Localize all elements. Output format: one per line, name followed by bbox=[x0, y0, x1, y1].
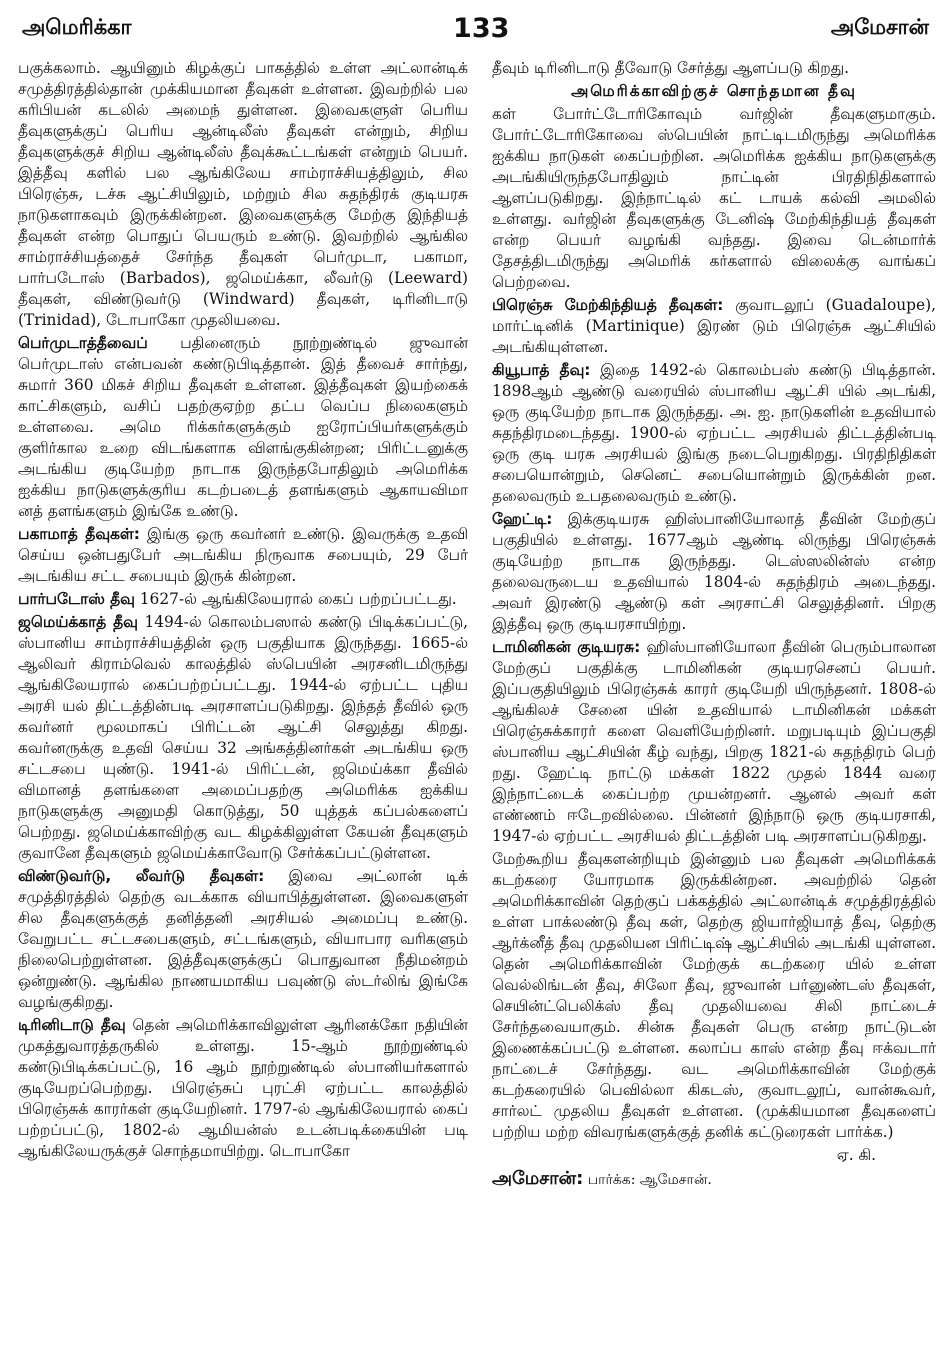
paragraph bbox=[492, 295, 936, 358]
paragraph-text: ஹிஸ்பானியோலா தீவின் பெரும்பாலான மேற்குப் பகுதிக்கு டாமினிகன் குடியரசெனப் பெயர். இப்பகுதியிலும் பிரெஞ்சுக் காரர் குடியேறி யிருந்தனர். 1808-ல் ஆங்கிலச் சேனை யின் உதவியால் டாமினிகன் மக்கள் பிரெஞ்சுக்காரர் களை வெளியேற்றினர். மறுபடியும் இப்பகுதி ஸ்பானிய ஆட்சியின் கீழ் வந்து, பிறகு 1821-ல் சுதந்திரம் பெற் றது. ஹேட்டி நாட்டு மக்கள் 1822 முதல் 1844 வரை இந்நாட்டைக் கைப்பற்ற முயன்றனர். ஆனல் அவர் கள் எண்ணம் ஈடேறவில்லை. பின்னர் இந்நாடு ஒரு குடியரசாகி, 1947-ல் ஏற்பட்ட அரசியல் திட்டத்தின் படி அரசாளப்படுகிறது. bbox=[492, 638, 936, 845]
paragraph-text: இங்கு ஒரு கவர்னர் உண்டு. இவருக்கு உதவி செய்ய ஒன்பதுபேர் அடங்கிய நிருவாக சபையும், 29 பேர் அடங்கிய சட்ட சபையும் இருக் கின்றன. bbox=[18, 525, 468, 585]
paragraph bbox=[18, 866, 468, 1013]
right-column bbox=[492, 58, 936, 1357]
paragraph bbox=[18, 58, 468, 331]
paragraph-head: ஜமெய்க்காத் தீவு bbox=[18, 613, 138, 631]
paragraph-text: கள் போர்ட்டோரிகோவும் வர்ஜின் தீவுகளுமாகும். போர்ட்டோரிகோவை ஸ்பெயின் நாட்டிடமிருந்து அமெரிக்க ஐக்கிய நாடுகள் கைப்பற்றின. அமெரிக்க ஐக்கிய நாடுகளுக்கு அடங்கியிருந்தபோதிலும் நாட்டின் பிரதிநிதிகளால் ஆளப்படுகிறது. இந்நாட்டில் கட் டாயக் கல்வி அமலில் உள்ளது. வர்ஜின் தீவுகளுக்கு டேனிஷ் மேற்கிந்தியத் தீவுகள் என்ற பெயர் வழங்கி வந்தது. இவை டென்மார்க் தேசத்திடமிருந்து அமெரிக் கர்களால் விலைக்கு வாங்கப் பெற்றவை. bbox=[492, 105, 936, 291]
left-running-head: அமெரிக்கா bbox=[22, 14, 132, 39]
paragraph-text: தென் அமெரிக்காவிலுள்ள ஆரினக்கோ நதியின் முகத்துவாரத்தருகில் உள்ளது. 15-ஆம் நூற்றுண்டில் கண்டுபிடிக்கப்பட்டு, 16 ஆம் நூற்றுண்டில் ஸ்பானியர்களால் குடியேறப்பெற்றது. பிரெஞ்சுப் புரட்சி ஏற்பட்ட காலத்தில் பிரெஞ்சுக் காரர்கள் குடியேறினர். 1797-ல் ஆங்கிலேயரால் கைப் பற்றப்பட்டு, 1802-ல் ஆமியன்ஸ் உடன்படிக்கையின் படி ஆங்கிலேயருக்குச் சொந்தமாயிற்று. டொபாகோ bbox=[18, 1016, 468, 1160]
paragraph bbox=[18, 333, 468, 522]
entry-head: அமேசான்: bbox=[492, 1168, 584, 1189]
paragraph-text: இக்குடியரசு ஹிஸ்பானியோலாத் தீவின் மேற்குப் பகுதியில் உள்ளது. 1677ஆம் ஆண்டி லிருந்து பிரெஞ்சுக் குடியேற்ற நாடாக இருந்தது. டெஸ்ஸலின்ஸ் என்ற தலைவருடைய உதவியால் 1804-ல் சுதந்திரம் அடைந்தது. அவர் இரண்டு ஆண்டு கள் அரசாட்சி செலுத்தினர். பிறகு இத்தீவு ஒரு குடியரசாயிற்று. bbox=[492, 510, 936, 633]
paragraph bbox=[18, 589, 468, 610]
paragraph bbox=[18, 612, 468, 864]
author-signature: ஏ. கி. bbox=[836, 1146, 876, 1164]
paragraph-text: பகுக்கலாம். ஆயினும் கிழக்குப் பாகத்தில் உள்ள அட்லான்டிக் சமுத்திரத்தில்தான் முக்கியமான தீவுகள் உள்ளன. இவற்றில் பல கரிபியன் கடலில் அமைந் துள்ளன. இவைகளுள் பெரிய தீவுகளுக்குப் பெரிய ஆன்டிலீஸ் தீவுகள் என்றும், சிறிய தீவுகளுக்குச் சிறிய ஆன்டிலீஸ் தீவுக்கூட்டங்கள் என்றும் பெயர். இத்தீவு களில் பல ஆங்கிலேய சாம்ராச்சியத்திலும், சில பிரெஞ்சு, டச்சு ஆட்சியிலும், மற்றும் சில சுதந்திரக் குடியரசு நாடுகளாகவும் இருக்கின்றன. இவைகளுக்கு மேற்கு இந்தியத் தீவுகள் என்ற பொதுப் பெயரும் உண்டு. இவற்றில் ஆங்கில சாம்ராச்சியத்தைச் சேர்ந்த தீவுகள் பெர்முடா, பகாமா, பார்படோஸ் (Barbados), ஜமெய்க்கா, லீவர்டு (Leeward) தீவுகள், விண்டுவர்டு (Windward) தீவுகள், டிரினிடாடு (Trinidad), டோபாகோ முதலியவை. bbox=[18, 59, 468, 329]
paragraph-head: டாமினிகன் குடியரசு: bbox=[492, 638, 641, 656]
paragraph bbox=[492, 360, 936, 507]
paragraph bbox=[492, 58, 936, 79]
paragraph-text: 1627-ல் ஆங்கிலேயரால் கைப் பற்றப்பட்டது. bbox=[134, 590, 457, 608]
paragraph bbox=[18, 1015, 468, 1162]
paragraph-text: குவாடலூப் (Guadaloupe), மார்ட்டினிக் (Martinique) இரண் டும் பிரெஞ்சு ஆட்சியில் அடங்கியுள்ளன. bbox=[492, 296, 936, 356]
section-heading: அமெரிக்காவிற்குச் சொந்தமான தீவு bbox=[571, 82, 857, 100]
cross-reference-entry bbox=[492, 1168, 936, 1191]
paragraph-head: பார்படோஸ் தீவு bbox=[18, 590, 135, 608]
paragraph-text: தீவும் டிரினிடாடு தீவோடு சேர்த்து ஆளப்படு கிறது. bbox=[492, 59, 850, 77]
paragraph-text: மேற்கூறிய தீவுகளன்றியும் இன்னும் பல தீவுகள் அமெரிக்கக் கடற்கரை யோரமாக இருக்கின்றன. அவற்றில் தென் அமெரிக்காவின் தெற்குப் பக்கத்தில் அட்லான்டிக் சமுத்திரத்தில் உள்ள பாக்லண்டு தீவு கள், தெற்கு ஜியார்ஜியாத் தீவு, தெற்கு ஆர்க்னீத் தீவு முதலியன பிரிட்டிஷ் ஆட்சியில் அடங்கி யுள்ளன. தென் அமெரிக்காவின் மேற்குக் கடற்கரை யில் உள்ள வெல்லிங்டன் தீவு, சிலோ தீவு, ஜுவான் பர்னுண்டஸ் தீவுகள், செயின்ட்பெலிக்ஸ் தீவு முதலியவை சிலி நாட்டைச் சேர்ந்தவையாகும். சின்சு தீவுகள் பெரு என்ற நாட்டுடன் இணைக்கப்பட்டு உள்ளன. கலாப்ப காஸ் என்ற தீவு ஈக்வடார் நாட்டைச் சேர்ந்தது. வட அமெரிக்காவின் மேற்குக் கடற்கரையில் பெவில்லா கிகடஸ், குவாடலூப், வான்கூவர், சார்லட் முதலிய தீவுகள் உள்ளன. (முக்கியமான தீவுகளைப் பற்றிய மற்ற விவரங்களுக்குத் தனிக் கட்டுரைகள் பார்க்க.) bbox=[492, 850, 936, 1141]
paragraph bbox=[492, 509, 936, 635]
paragraph-head: டிரினிடாடு தீவு bbox=[18, 1016, 126, 1034]
paragraph-head: கியூபாத் தீவு: bbox=[492, 361, 591, 379]
paragraph-head: விண்டுவர்டு, லீவர்டு தீவுகள்: bbox=[18, 867, 265, 885]
paragraph-text: 1494-ல் கொலம்பஸால் கண்டு பிடிக்கப்பட்டு, ஸ்பானிய சாம்ராச்சியத்தின் ஒரு பகுதியாக இருந்தது. 1665-ல் ஆலிவர் கிராம்வெல் காலத்தில் ஸ்பெயின் அரசனிடமிருந்து ஆங்கிலேயரால் கைப்பற்றப்பட்டது. 1944-ல் ஏற்பட்ட புதிய அரசி யல் திட்டத்தின்படி அரசாளப்படுகிறது. இந்தத் தீவில் ஒரு கவர்னர் மூலமாகப் பிரிட்டன் ஆட்சி செலுத்து கிறது. கவர்னருக்கு உதவி செய்ய 32 அங்கத்தினர்கள் அடங்கிய ஒரு சட்டசபை யுண்டு. 1941-ல் பிரிட்டன், ஜமெய்க்கா தீவில் விமானத் தளங்களை அமைப்பதற்கு அமெரிக்க ஐக்கிய நாடுகளுக்கு அனுமதி கொடுத்து, 50 யுத்தக் கப்பல்களைப் பெற்றது. ஜமெய்க்காவிற்கு வட கிழக்கிலுள்ள கேயன் தீவுகளும் குவானே தீவுகளும் ஜமெய்க்காவோடு சேர்க்கப்பட்டுள்ளன. bbox=[18, 613, 468, 862]
paragraph bbox=[492, 637, 936, 847]
paragraph-head: பிரெஞ்சு மேற்கிந்தியத் தீவுகள்: bbox=[492, 296, 724, 314]
right-running-head: அமேசான் bbox=[830, 14, 929, 39]
paragraph-text: இவை அட்லான் டிக் சமுத்திரத்தில் தெற்கு வடக்காக வியாபித்துள்ளன. இவைகளுள் சில தீவுகளுக்குத் தனித்தனி அரசியல் அமைப்பு உண்டு. வேறுபட்ட சட்டசபைகளும், சட்டங்களும், வியாபார வரிகளும் நிலைபெற்றுள்ளன. இத்தீவுகளுக்குப் பொதுவான நீதிமன்றம் ஒன்றுண்டு. ஆங்கில நாணயமாகிய பவுண்டு ஸ்டர்லிங் இங்கே வழங்குகிறது. bbox=[18, 867, 468, 1011]
paragraph-text: பதினைரும் நூற்றுண்டில் ஜுவான் பெர்முடாஸ் என்பவன் கண்டுபிடித்தான். இத் தீவைச் சார்ந்து, சுமார் 360 மிகச் சிறிய தீவுகள் உள்ளன. இத்தீவுகள் இயற்கைக் காட்சிகளும், வசிப் பதற்குஏற்ற தட்ப வெப்ப நிலைகளும் உள்ளவை. அமெ ரிக்கர்களுக்கும் ஐரோப்பியர்களுக்கும் குளிர்கால உறை விடங்களாக விளங்குகின்றன; பிரிட்டனுக்கு அடங்கிய குடியேற்ற நாடாக இருந்தபோதிலும் அமெரிக்க ஐக்கிய நாடுகளுக்குரிய கடற்படைத் தளங்களும் ஆகாயவிமா னத் தளங்களும் இங்கே உண்டு. bbox=[18, 334, 468, 520]
paragraph bbox=[18, 524, 468, 587]
paragraph-text: இதை 1492-ல் கொலம்பஸ் கண்டு பிடித்தான். 1898ஆம் ஆண்டு வரையில் ஸ்பானிய ஆட்சி யில் அடங்கி, ஒரு குடியேற்ற நாடாக இருந்தது. அ. ஐ. நாடுகளின் உதவியால் சுதந்திரமடைந்தது. 1900-ல் ஏற்பட்ட அரசியல் திட்டத்தின்படி ஒரு குடி யரசு அரசியல் இங்கு நடைபெறுகிறது. பிரதிநிதிகள் சபையொன்றும், செனெட் சபையொன்றும் இருக்கின் றன. தலைவரும் உபதலைவரும் உண்டு. bbox=[492, 361, 936, 505]
page-number: 133 bbox=[453, 12, 510, 44]
page-header bbox=[22, 6, 929, 50]
paragraph-head: ஹேட்டி: bbox=[492, 510, 553, 528]
paragraph-head: பகாமாத் தீவுகள்: bbox=[18, 525, 140, 543]
see-reference: பார்க்க: ஆமேசான். bbox=[583, 1172, 712, 1188]
left-column bbox=[18, 58, 468, 1357]
paragraph-head: பெர்முடாத்தீவைப் bbox=[18, 334, 148, 352]
paragraph bbox=[492, 849, 936, 1143]
paragraph bbox=[492, 104, 936, 293]
